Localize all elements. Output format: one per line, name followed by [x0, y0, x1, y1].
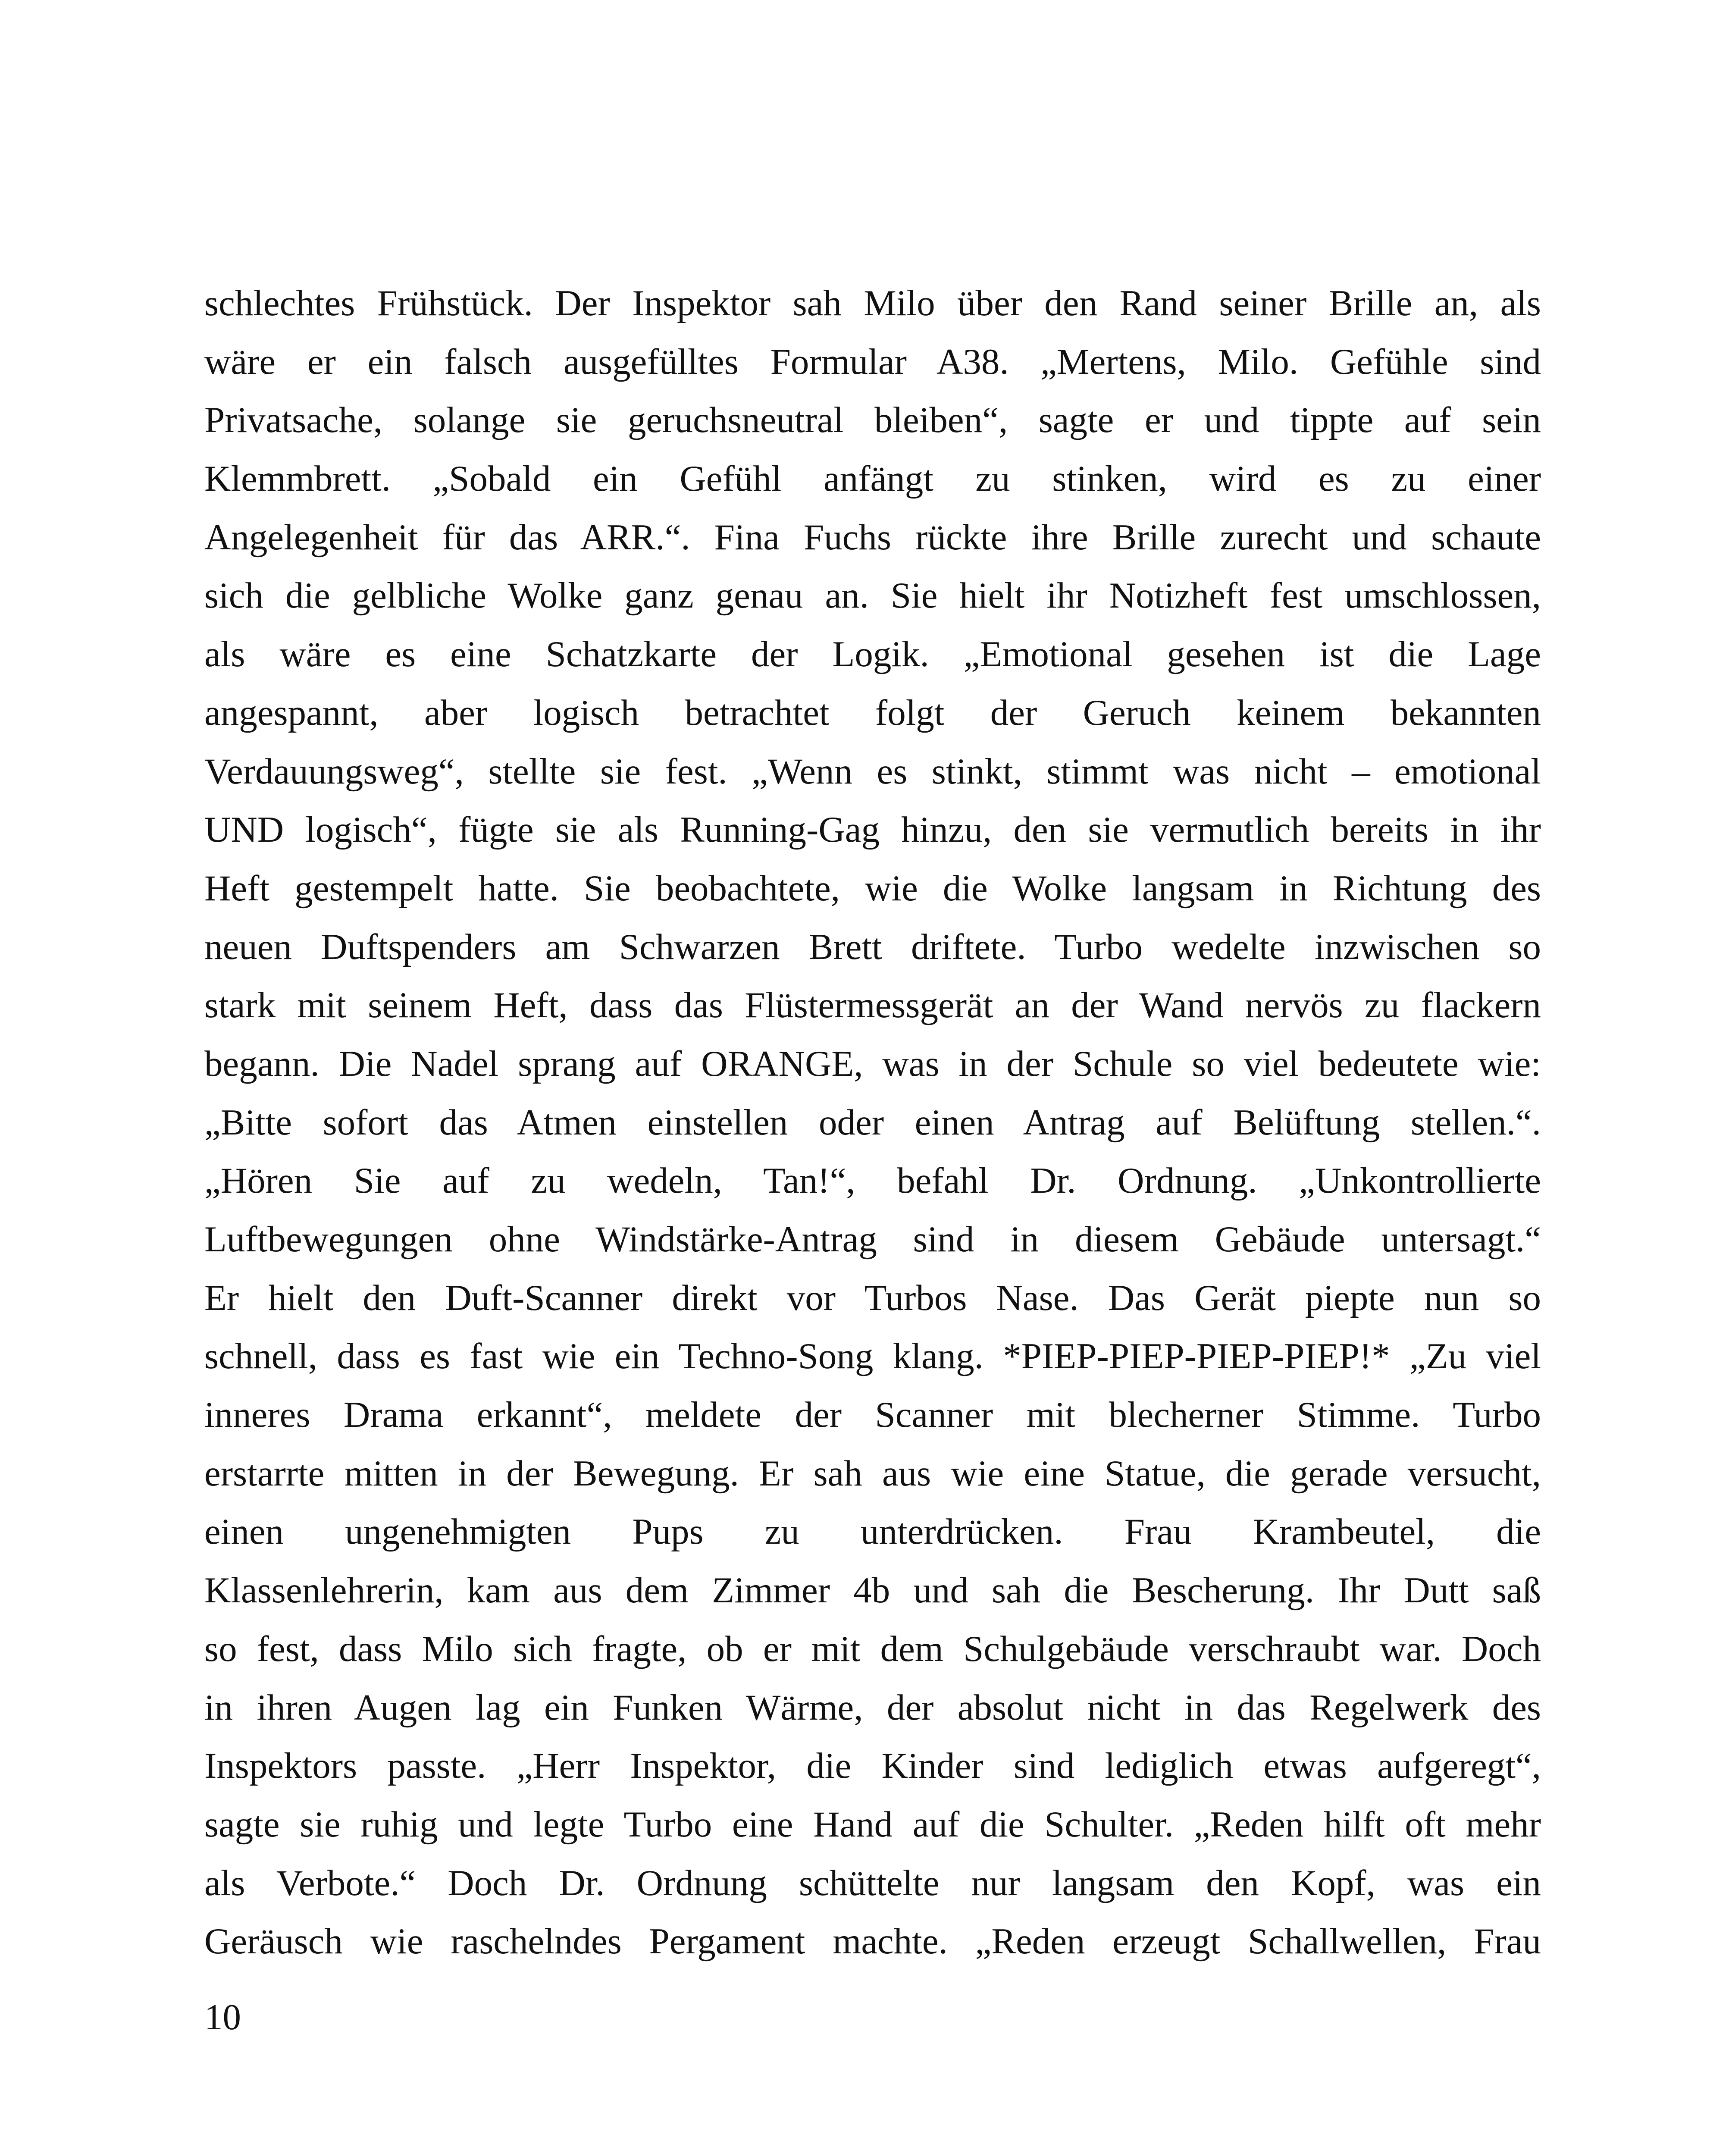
text-line: „Bitte sofort das Atmen einstellen oder einen Antrag auf Belüftung stellen.“. — [204, 1102, 1541, 1143]
text-line: schnell, dass es fast wie ein Techno-Song klang. *PIEP-PIEP-PIEP-PIEP!* „Zu viel — [204, 1336, 1541, 1377]
text-line: Klassenlehrerin, kam aus dem Zimmer 4b und sah die Bescherung. Ihr Dutt saß — [204, 1570, 1541, 1611]
text-line: stark mit seinem Heft, dass das Flüstermessgerät an der Wand nervös zu flackern — [204, 985, 1541, 1026]
text-line: Heft gestempelt hatte. Sie beobachtete, wie die Wolke langsam in Richtung des — [204, 868, 1541, 909]
text-line: schlechtes Frühstück. Der Inspektor sah Milo über den Rand seiner Brille an, als — [204, 283, 1541, 323]
text-line: begann. Die Nadel sprang auf ORANGE, was in der Schule so viel bedeutete wie: — [204, 1043, 1541, 1084]
page-number: 10 — [204, 1997, 241, 2037]
text-line: sich die gelbliche Wolke ganz genau an. Sie hielt ihr Notizheft fest umschlossen, — [204, 575, 1541, 616]
body-text — [204, 274, 1541, 1971]
text-line: erstarrte mitten in der Bewegung. Er sah aus wie eine Statue, die gerade versucht, — [204, 1453, 1541, 1494]
text-line: Er hielt den Duft-Scanner direkt vor Turbos Nase. Das Gerät piepte nun so — [204, 1277, 1541, 1318]
text-line: Klemmbrett. „Sobald ein Gefühl anfängt zu stinken, wird es zu einer — [204, 458, 1541, 499]
text-line: so fest, dass Milo sich fragte, ob er mit dem Schulgebäude verschraubt war. Doch — [204, 1628, 1541, 1669]
text-line: als wäre es eine Schatzkarte der Logik. „Emotional gesehen ist die Lage — [204, 634, 1541, 675]
text-line: inneres Drama erkannt“, meldete der Scanner mit blecherner Stimme. Turbo — [204, 1395, 1541, 1435]
text-line: angespannt, aber logisch betrachtet folgt der Geruch keinem bekannten — [204, 692, 1541, 733]
text-line: einen ungenehmigten Pups zu unterdrücken. Frau Krambeutel, die — [204, 1511, 1541, 1552]
text-line: neuen Duftspenders am Schwarzen Brett driftete. Turbo wedelte inzwischen so — [204, 926, 1541, 967]
text-line: Privatsache, solange sie geruchsneutral bleiben“, sagte er und tippte auf sein — [204, 400, 1541, 441]
text-line: Angelegenheit für das ARR.“. Fina Fuchs rückte ihre Brille zurecht und schaute — [204, 517, 1541, 558]
text-line: sagte sie ruhig und legte Turbo eine Hand auf die Schulter. „Reden hilft oft mehr — [204, 1804, 1541, 1845]
text-line: als Verbote.“ Doch Dr. Ordnung schüttelte nur langsam den Kopf, was ein — [204, 1862, 1541, 1903]
text-line: „Hören Sie auf zu wedeln, Tan!“, befahl Dr. Ordnung. „Unkontrollierte — [204, 1160, 1541, 1201]
text-line: Inspektors passte. „Herr Inspektor, die Kinder sind lediglich etwas aufgeregt“, — [204, 1745, 1541, 1786]
text-line: UND logisch“, fügte sie als Running-Gag hinzu, den sie vermutlich bereits in ihr — [204, 809, 1541, 850]
text-line: wäre er ein falsch ausgefülltes Formular A38. „Mertens, Milo. Gefühle sind — [204, 341, 1541, 382]
text-line: in ihren Augen lag ein Funken Wärme, der absolut nicht in das Regelwerk des — [204, 1687, 1541, 1728]
text-line: Geräusch wie raschelndes Pergament machte. „Reden erzeugt Schallwellen, Frau — [204, 1921, 1541, 1962]
text-line: Verdauungsweg“, stellte sie fest. „Wenn es stinkt, stimmt was nicht – emotional — [204, 751, 1541, 792]
text-line: Luftbewegungen ohne Windstärke-Antrag sind in diesem Gebäude untersagt.“ — [204, 1219, 1541, 1260]
